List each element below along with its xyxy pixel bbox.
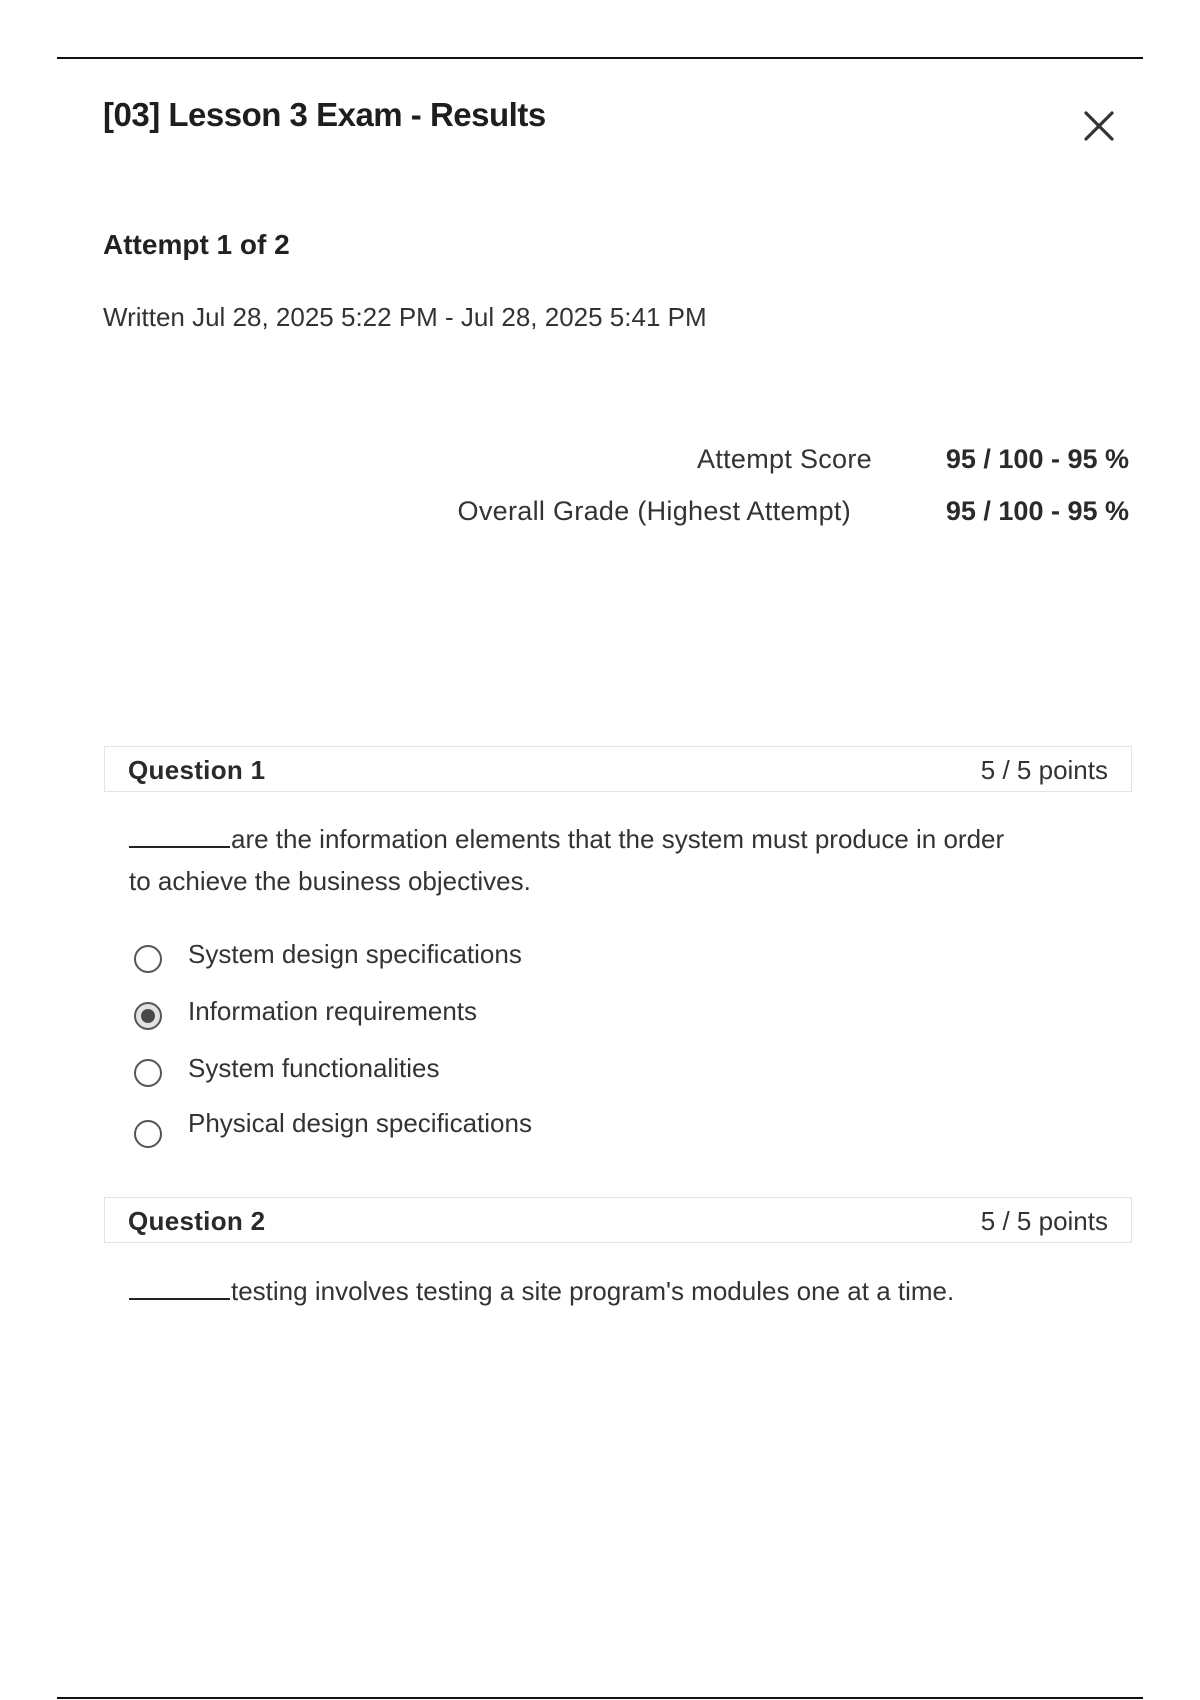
question-2-header bbox=[104, 1197, 1132, 1243]
attempt-timestamp: Written Jul 28, 2025 5:22 PM - Jul 28, 2025 5:41 PM bbox=[103, 302, 707, 332]
option-label: System functionalities bbox=[188, 1053, 440, 1083]
question-1-title: Question 1 bbox=[128, 755, 266, 785]
close-icon bbox=[1076, 103, 1126, 153]
question-2-title: Question 2 bbox=[128, 1206, 266, 1236]
question-2-text bbox=[129, 1270, 1119, 1312]
question-1-points: 5 / 5 points bbox=[980, 755, 1108, 785]
question-1-text-line-1: are the information elements that the system must produce in order bbox=[231, 824, 1005, 854]
bottom-divider bbox=[57, 1697, 1143, 1699]
question-1-text-line-2: to achieve the business objectives. bbox=[129, 866, 531, 896]
question-2-points: 5 / 5 points bbox=[980, 1206, 1108, 1236]
top-divider bbox=[57, 57, 1143, 59]
attempt-heading: Attempt 1 of 2 bbox=[103, 229, 290, 260]
attempt-score-value: 95 / 100 - 95 % bbox=[945, 444, 1129, 474]
page-title: [03] Lesson 3 Exam - Results bbox=[103, 96, 546, 133]
option-label: System design specifications bbox=[188, 939, 522, 969]
radio-button[interactable] bbox=[134, 1120, 162, 1148]
question-2-text-line-1: testing involves testing a site program's modules one at a time. bbox=[231, 1276, 955, 1306]
question-1-header bbox=[104, 746, 1132, 792]
question-1-text bbox=[129, 818, 1119, 902]
attempt-score-label: Attempt Score bbox=[697, 444, 872, 474]
option-label: Information requirements bbox=[188, 996, 478, 1026]
overall-grade-value: 95 / 100 - 95 % bbox=[945, 496, 1129, 526]
overall-grade-label: Overall Grade (Highest Attempt) bbox=[457, 496, 851, 526]
answer-blank bbox=[129, 819, 230, 848]
radio-button-selected[interactable] bbox=[134, 1002, 162, 1030]
radio-button[interactable] bbox=[134, 1059, 162, 1087]
close-button[interactable] bbox=[1076, 103, 1126, 153]
radio-dot-icon bbox=[141, 1009, 155, 1023]
answer-blank bbox=[129, 1271, 230, 1300]
option-label: Physical design specifications bbox=[188, 1108, 532, 1138]
radio-button[interactable] bbox=[134, 945, 162, 973]
